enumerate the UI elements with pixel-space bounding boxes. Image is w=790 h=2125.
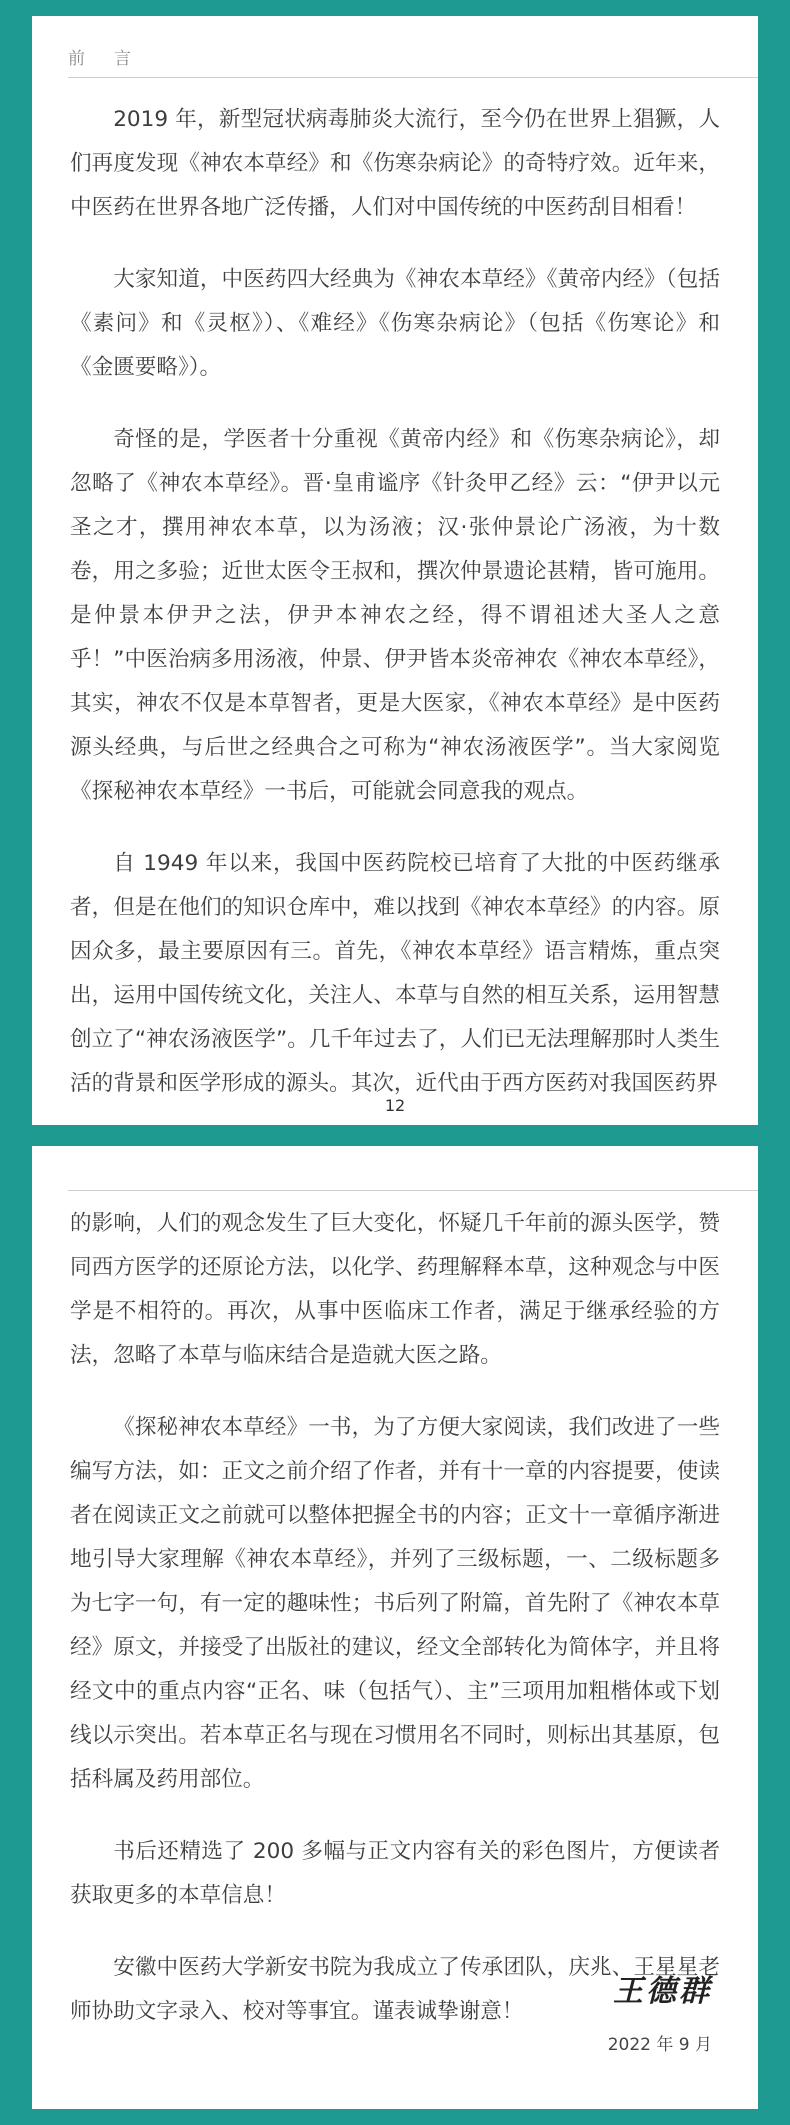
running-header: 前 言 [68,44,758,78]
paragraph: 2019 年，新型冠状病毒肺炎大流行，至今仍在世界上猖獗，人们再度发现《神农本草经》和《伤寒杂病论》的奇特疗效。近年来，中医药在世界各地广泛传播，人们对中国传统的中医药刮目相看！ [70,107,720,220]
book-page-12 [32,16,758,1125]
book-page-13 [32,1146,758,2109]
paragraph: 《探秘神农本草经》一书，为了方便大家阅读，我们改进了一些编写方法，如：正文之前介绍了作者，并有十一章的内容提要，使读者在阅读正文之前就可以整体把握全书的内容；正文十一章循序渐进地引导大家理解《神农本草经》，并列了三级标题，一、二级标题多为七字一句，有一定的趣味性；书后列了附篇，首先附了《神农本草经》原文，并接受了出版社的建议，经文全部转化为简体字，并且将经文中的重点内容“正名、味（包括气）、主”三项用加粗楷体或下划线以示突出。若本草正名与现在习惯用名不同时，则标出其基原，包括科属及药用部位。 [70,1415,720,1792]
paragraph-continuation: 的影响，人们的观念发生了巨大变化，怀疑几千年前的源头医学，赞同西方医学的还原论方法，以化学、药理解释本草，这种观念与中医学是不相符的。再次，从事中医临床工作者，满足于继承经验的方法，忽略了本草与临床结合是造就大医之路。 [70,1211,720,1368]
paragraph: 安徽中医药大学新安书院为我成立了传承团队，庆兆、王星星老师协助文字录入、校对等事宜。谨表诚挚谢意！ [70,1955,720,2024]
page-number: 12 [384,1096,406,1115]
header-rule [68,1190,758,1191]
paragraph: 自 1949 年以来，我国中医药院校已培育了大批的中医药继承者，但是在他们的知识仓库中，难以找到《神农本草经》的内容。原因众多，最主要原因有三。首先，《神农本草经》语言精炼，重点突出，运用中国传统文化，关注人、本草与自然的相互关系，运用智慧创立了“神农汤液医学”。几千年过去了，人们已无法理解那时人类生活的背景和医学形成的源头。其次，近代由于西方医药对我国医药界 [70,851,720,1096]
paragraph: 奇怪的是，学医者十分重视《黄帝内经》和《伤寒杂病论》，却忽略了《神农本草经》。晋·皇甫谧序《针灸甲乙经》云：“伊尹以元圣之才，撰用神农本草，以为汤液；汉·张仲景论广汤液，为十数卷，用之多验；近世太医令王叔和，撰次仲景遗论甚精，皆可施用。是仲景本伊尹之法，伊尹本神农之经，得不谓祖述大圣人之意乎！”中医治病多用汤液，仲景、伊尹皆本炎帝神农《神农本草经》，其实，神农不仅是本草智者，更是大医家，《神农本草经》是中医药源头经典，与后世之经典合之可称为“神农汤液医学”。当大家阅览《探秘神农本草经》一书后，可能就会同意我的观点。 [70,427,720,804]
paragraph: 书后还精选了 200 多幅与正文内容有关的彩色图片，方便读者获取更多的本草信息！ [70,1839,720,1908]
author-signature: 王德群 [613,1974,712,2009]
preface-body [70,1202,720,2062]
paragraph: 大家知道，中医药四大经典为《神农本草经》《黄帝内经》（包括《素问》和《灵枢》）、《难经》《伤寒杂病论》（包括《伤寒论》和《金匮要略》）。 [70,267,720,380]
signature-date: 2022 年 9 月 [607,2035,712,2055]
preface-body [70,98,720,1134]
